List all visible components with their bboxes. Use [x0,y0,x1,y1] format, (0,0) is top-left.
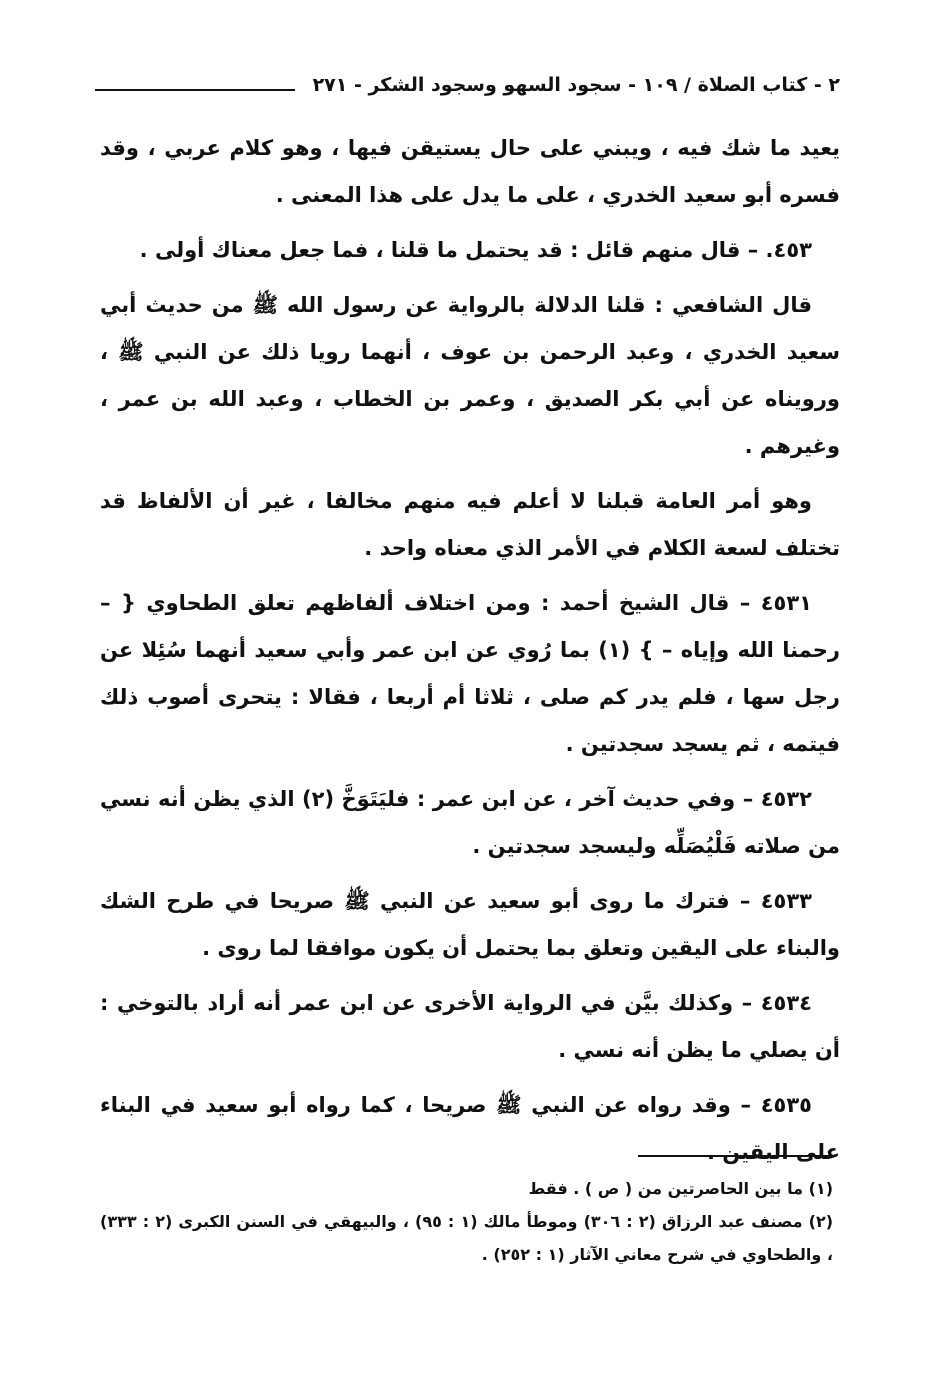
footnote: (٢) مصنف عبد الرزاق (٢ : ٣٠٦) وموطأ مالك (١ : ٩٥) ، والبيهقي في السنن الكبرى (٢ : ٣٣٣) ، والطحاوي في شرح معاني الآثار (١ : ٢٥٢) . [100,1212,834,1264]
paragraph: ٤٥٣٥ – وقد رواه عن النبي ﷺ صريحا ، كما رواه أبو سعيد في البناء على اليقين . [100,1093,840,1164]
footnote-rule [638,1155,833,1157]
paragraph: ٤٥٣. – قال منهم قائل : قد يحتمل ما قلنا ، فما جعل معناك أولى . [139,238,812,262]
running-title: ٢ - كتاب الصلاة / ١٠٩ - سجود السهو وسجود الشكر - ٢٧١ [312,74,840,96]
paragraph: ٤٥٣٢ – وفي حديث آخر ، عن ابن عمر : فليَتَوَخَّ (٢) الذي يظن أنه نسي من صلاته فَلْيُصَلِّه وليسجد سجدتين . [100,787,840,858]
paragraph: يعيد ما شك فيه ، ويبني على حال يستيقن فيها ، وهو كلام عربي ، وقد فسره أبو سعيد الخدري ، على ما يدل على هذا المعنى . [100,136,840,207]
paragraph: وهو أمر العامة قبلنا لا أعلم فيه منهم مخالفا ، غير أن الألفاظ قد تختلف لسعة الكلام في الأمر الذي معناه واحد . [100,489,840,560]
paragraph: ٤٥٣٣ – فترك ما روى أبو سعيد عن النبي ﷺ صريحا في طرح الشك والبناء على اليقين وتعلق بما يحتمل أن يكون موافقا لما روى . [100,889,840,960]
footnote: (١) ما بين الحاصرتين من ( ص ) . فقط [528,1179,833,1198]
footnotes [100,1172,833,1271]
main-text [100,125,840,1184]
header-rule [95,89,295,91]
paragraph: ٤٥٣١ – قال الشيخ أحمد : ومن اختلاف ألفاظهم تعلق الطحاوي { – رحمنا الله وإياه – } (١) بما رُوي عن ابن عمر وأبي سعيد أنهما سُئِلا عن رجل سها ، فلم يدر كم صلى ، ثلاثا أم أربعا ، فقالا : يتحرى أصوب ذلك فيتمه ، ثم يسجد سجدتين . [100,591,840,756]
running-header [95,70,840,100]
paragraph: قال الشافعي : قلنا الدلالة بالرواية عن رسول الله ﷺ من حديث أبي سعيد الخدري ، وعبد الرحمن بن عوف ، أنهما رويا ذلك عن النبي ﷺ ، ورويناه عن أبي بكر الصديق ، وعمر بن الخطاب ، وعبد الله بن عمر ، وغيرهم . [100,293,840,458]
paragraph: ٤٥٣٤ – وكذلك بيَّن في الرواية الأخرى عن ابن عمر أنه أراد بالتوخي : أن يصلي ما يظن أنه نسي . [100,991,840,1062]
